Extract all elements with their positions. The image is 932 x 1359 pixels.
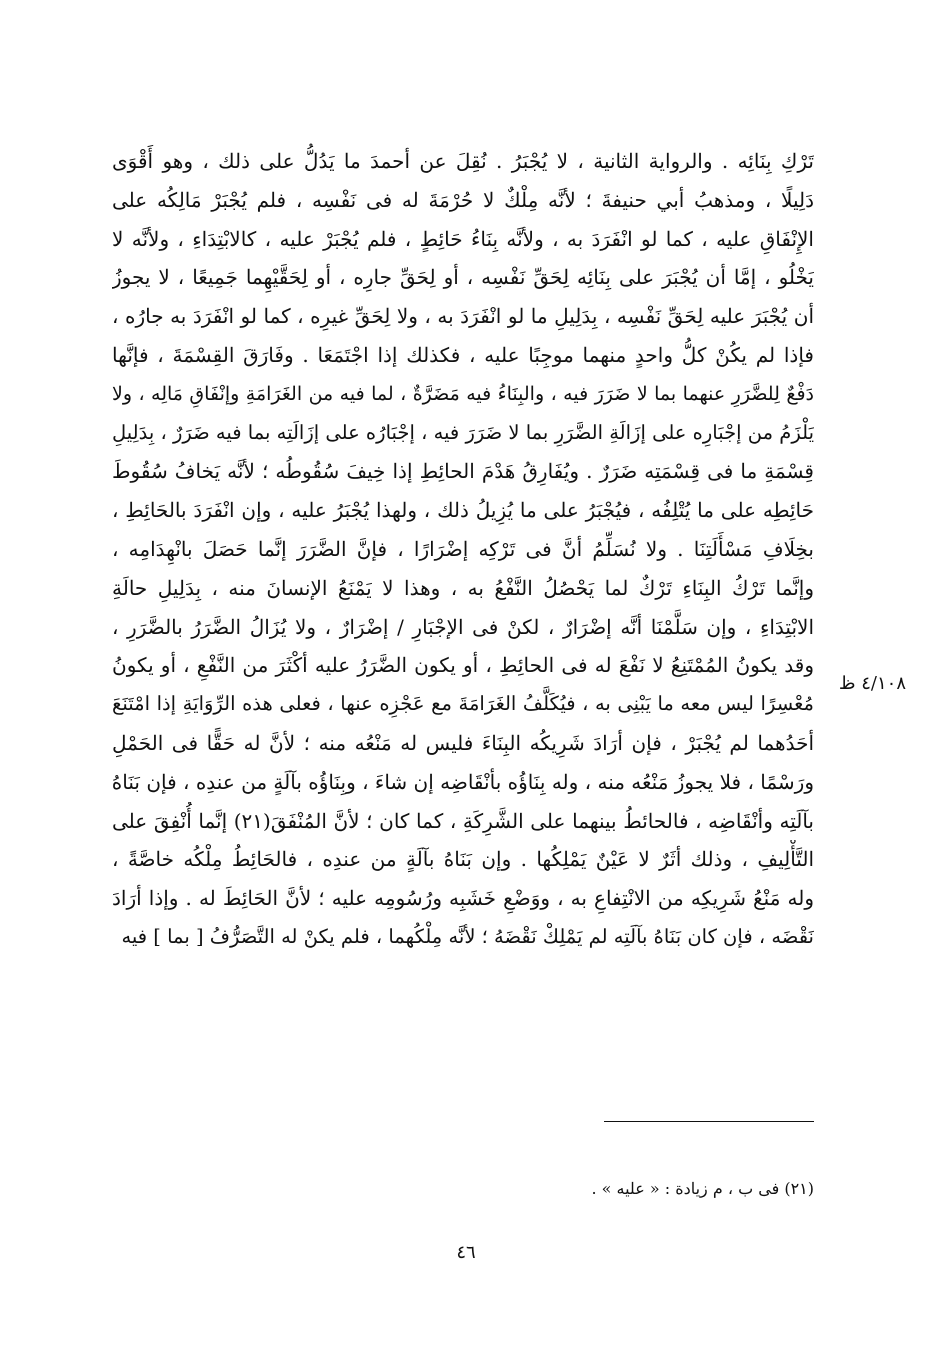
text-line-12: وإنَّما تَرْكُ البِنَاءِ تَرْكٌ لما يَحْصُلُ النَّفْعُ به ، وهذا لا يَمْنَعُ الإنسانَ منه ، بِدَلِيلِ حالَةِ [112, 575, 814, 600]
text-line-9: قِسْمَةِ ما فى قِسْمَتِه ضَرَرٌ . ويُفَارِقُ هَدْمَ الحائِطِ إذا خِيفَ سُقُوطُه ؛ لأنَّه يَخافُ سُقُوطَ [112, 459, 814, 484]
text-line-4: يَخْلُو ، إمَّا أن يُجْبَرَ على بِنَائِه لِحَقِّ نَفْسِه ، أو لِحَقِّ جارِه ، أو لِحَقَّيْهِما جَمِيعًا ، لا يجوزُ [112, 265, 814, 290]
text-line-3: الإِنْفَاقِ عليه ، كما لو انْفَرَدَ به ، ولأنَّه بِنَاءُ حَائِطٍ ، فلم يُجْبَرْ عليه ، كالابْتِدَاءِ ، ولأنَّه لا [112, 226, 814, 251]
text-line-19: التَّأْلِيفِ ، وذلك أثَرٌ لا عَيْنٌ يَمْلِكُها . وإن بَنَاهُ بآلَةٍ من عندِه ، فالحَائِطُ مِلْكُه خاصَّةً ، [112, 847, 814, 872]
text-line-8: يَلْزَمُ من إجْبَارِه على إزَالَةِ الضَّرَرِ بما لا ضَرَرَ فيه ، إجْبَارُه على إزَالَتِه بما فيه ضَرَرٌ ، بِدَلِيلِ [112, 420, 814, 444]
text-line-6: فإذا لم يكُنْ كلُّ واحدٍ منهما موجِبًا عليه ، فكذلك إذا اجْتَمَعَا . وفَارَقَ القِسْمَةَ ، فإنَّها [112, 342, 814, 367]
text-line-18: بآلَتِه وأنْقَاضِه ، فالحائطُ بينهما على الشَّرِكَةِ ، كما كان ؛ لأنَّ المُنْفَقَ(٢١) إنَّما أُنْفِقَ على [112, 808, 814, 833]
footnote-divider [604, 1121, 814, 1122]
page-number: ٤٦ [456, 1242, 476, 1263]
text-line-10: حَائِطِه على ما يُتْلِفُه ، فيُجْبَرُ على ما يُزِيلُ ذلك ، ولهذا يُجْبَرُ عليه ، وإن انْفَرَدَ بالحَائِطِ ، [112, 498, 814, 523]
text-line-2: دَلِيلًا ، ومذهبُ أبي حنيفةَ ؛ لأنَّه مِلْكٌ لا حُرْمَةَ له فى نَفْسِه ، فلم يُجْبَرْ مَالِكُه على [112, 187, 814, 212]
text-line-1: تَرْكِ بِنَائِه . والرواية الثانية ، لا يُجْبَرُ . نُقِلَ عن أحمدَ ما يَدُلُّ على ذلك ، وهو أَقْوَى [112, 149, 814, 173]
text-line-7: دَفْعٌ لِلضَّرَرِ عنهما بما لا ضَرَرَ فيه ، والبِنَاءُ فيه مَضَرَّةٌ ، لما فيه من الغَرَامَةِ وإنْفَاقِ مَالِه ، ولا [112, 382, 814, 405]
footnote: (٢١) فى ب ، م زيادة : « عليه » . [591, 1179, 814, 1198]
margin-folio-reference: ٤/١٠٨ ظ [838, 673, 906, 694]
main-text-block [112, 142, 814, 957]
text-line-16: أحَدُهما لم يُجْبَرْ ، فإن أرَادَ شَرِيكُه البِنَاءَ فليس له مَنْعُه منه ؛ لأنَّ له حَقًّا فى الحَمْلِ [112, 730, 814, 755]
text-line-14: وقد يكونُ المُمْتَنِعُ لا نَفْعَ له فى الحائِطِ ، أو يكون الضَّرَرُ عليه أكْثَرَ من النَّفْعِ ، أو يكونُ [112, 653, 814, 678]
text-line-21: نَقْضَه ، فإن كان بَنَاهُ بآلَتِه لم يَمْلِكْ نَقْضَهُ ؛ لأنَّه مِلْكُهما ، فلم يكنْ له التَّصَرُّفُ [ بما ] فيه [121, 924, 814, 948]
text-line-13: الابْتِدَاءِ ، وإن سَلَّمْنَا أنَّه إضْرَارٌ ، لكنْ فى الإجْبَارِ / إضْرَارٌ ، ولا يُزَالُ الضَّرَرُ بالضَّرَرِ ، [112, 614, 814, 639]
text-line-15: مُعْسِرًا ليس معه ما يَبْنِى به ، فيُكَلَّفُ الغَرَامَةَ مع عَجْزِه عنها ، فعلى هذه الرِّوَايَةِ إذا امْتَنَعَ [112, 692, 814, 716]
text-line-17: ورَسْمًا ، فلا يجوزُ مَنْعُه منه ، وله بِنَاؤُه بأنْقَاضِه إن شاءَ ، وبِنَاؤُه بآلَةٍ من عندِه ، فإن بَنَاهُ [112, 769, 814, 794]
text-line-11: بخِلَافِ مَسْأَلَتِنَا . ولا نُسَلِّمُ أنَّ فى تَرْكِه إضْرَارًا ، فإنَّ الضَّرَرَ إنَّما حَصَلَ بانْهِدَامِه ، [112, 536, 814, 561]
text-line-20: وله مَنْعُ شَرِيكِه من الانْتِفاعِ به ، ووَضْعِ خَشَبِه ورُسُومِه عليه ؛ لأنَّ الحَائِطَ له . وإذا أرَادَ [112, 886, 814, 911]
text-line-5: أن يُجْبَرَ عليه لِحَقِّ نَفْسِه ، بِدَلِيلِ ما لو انْفَرَدَ به ، ولا لِحَقِّ غيرِه ، كما لو انْفَرَدَ به جارُه ، [112, 304, 814, 329]
